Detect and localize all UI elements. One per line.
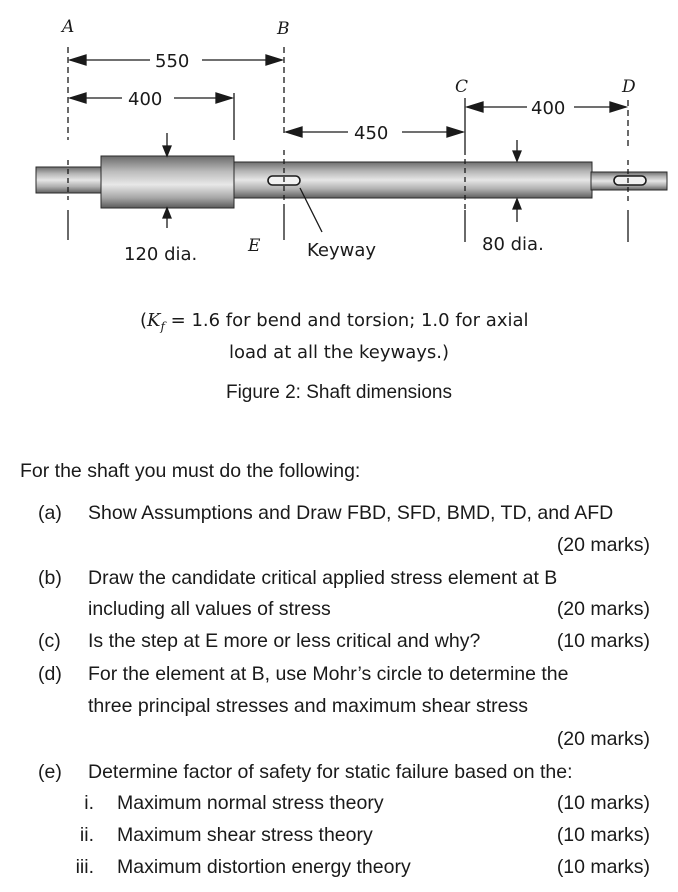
point-c-label: C [455,77,469,97]
question-e-label: (e) [38,761,62,783]
keyway-d [614,176,646,185]
kf-subscript: f [160,319,165,334]
point-d-label: D [622,77,636,97]
label-keyway: Keyway [307,240,377,261]
kf-note-line2: load at all the keyways.) [228,342,450,363]
dim-400-left: 400 [128,89,163,110]
subitem-iii-label: iii. [75,856,94,878]
dim-550: 550 [155,51,190,72]
question-b-text-line1: Draw the candidate critical applied stress element at B [88,567,558,589]
label-120-dia: 120 dia. [124,244,198,265]
question-d-marks: (20 marks) [556,728,650,750]
shaft [36,156,667,208]
question-c-label: (c) [38,630,61,652]
question-b-label: (b) [38,567,62,589]
question-a-text: Show Assumptions and Draw FBD, SFD, BMD, TD, and AFD [88,502,614,524]
question-d-text-line1: For the element at B, use Mohr’s circle to determine the [88,663,569,685]
kf-note-line1: ($K_f = 1.6$ for bend and torsion; 1.0 for axial [140,310,529,334]
shaft-figure [0,0,678,300]
reference-lines [68,47,628,242]
question-b-marks: (20 marks) [556,598,650,620]
subitem-i-marks: (10 marks) [556,792,650,814]
question-c-text: Is the step at E more or less critical and why? [88,630,481,652]
point-a-label: A [62,17,75,37]
subitem-ii-label: ii. [79,824,94,846]
subitem-ii-marks: (10 marks) [556,824,650,846]
question-b-text-line2: including all values of stress [88,598,331,620]
intro-text: For the shaft you must do the following: [20,460,361,482]
subitem-iii-text: Maximum distortion energy theory [117,856,411,878]
dim-450: 450 [354,123,389,144]
question-a-marks: (20 marks) [556,534,650,556]
question-d-text-line2: three principal stresses and maximum shear stress [88,695,528,717]
subitem-ii-text: Maximum shear stress theory [117,824,373,846]
subitem-i-label: i. [84,792,94,814]
question-a-label: (a) [38,502,62,524]
dim-400-right: 400 [531,98,566,119]
figure-caption: Figure 2: Shaft dimensions [225,382,452,403]
question-c-marks: (10 marks) [556,630,650,652]
point-e-label: E [248,236,261,256]
point-b-label: B [277,19,290,39]
subitem-iii-marks: (10 marks) [556,856,650,878]
subitem-i-text: Maximum normal stress theory [117,792,384,814]
question-e-text: Determine factor of safety for static failure based on the: [88,761,573,783]
question-d-label: (d) [38,663,62,685]
kf-symbol: K [147,310,161,331]
label-80-dia: 80 dia. [482,234,544,255]
